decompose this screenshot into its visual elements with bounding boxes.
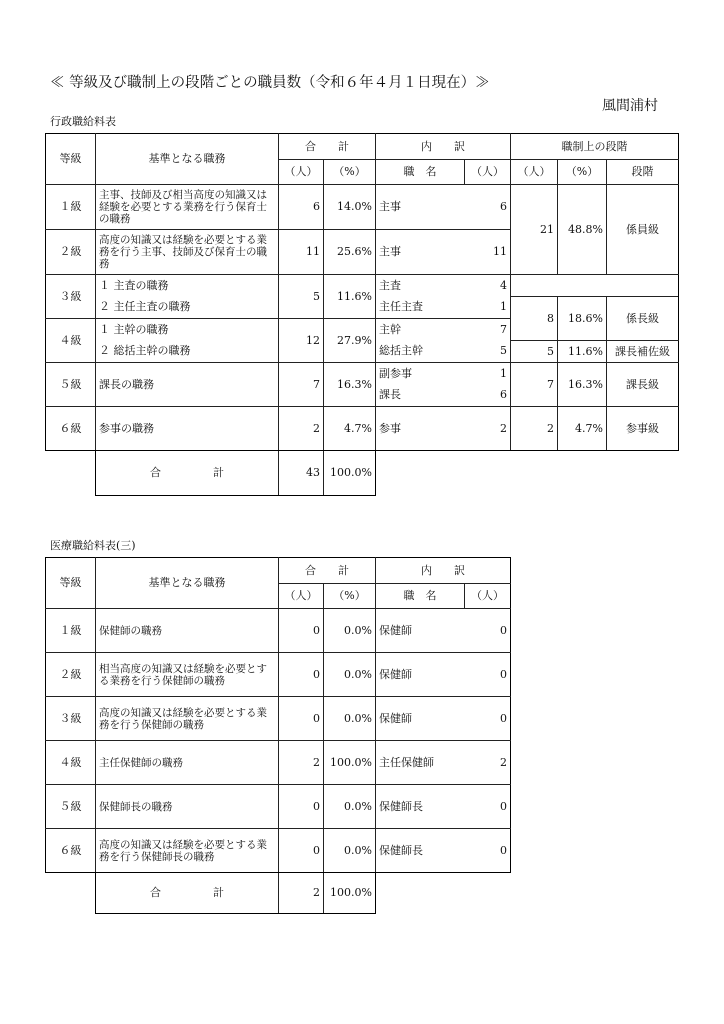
header-stage-persons: （人）: [511, 160, 558, 185]
post-count-cell: 0: [465, 653, 511, 697]
duty-cell: 保健師長の職務: [96, 785, 279, 829]
duty-cell: 課長の職務: [96, 363, 279, 407]
persons-cell: 12: [279, 319, 324, 363]
duty-cell: 高度の知識又は経験を必要とする業務を行う保健師長の職務: [96, 829, 279, 873]
post-name-cell: 副参事: [376, 363, 465, 385]
stage-persons-cell: 8: [511, 297, 558, 341]
stage-persons-cell: 21: [511, 185, 558, 275]
post-count-cell: 2: [465, 741, 511, 785]
percent-cell: 16.3%: [324, 363, 376, 407]
post-name-cell: 保健師長: [376, 785, 465, 829]
persons-cell: 2: [279, 741, 324, 785]
percent-cell: 14.0%: [324, 185, 376, 230]
header-persons: （人）: [279, 584, 324, 609]
persons-cell: 0: [279, 697, 324, 741]
table1-caption: 行政職給料表: [50, 115, 116, 128]
percent-cell: 25.6%: [324, 230, 376, 275]
grade-cell: ４級: [46, 319, 96, 363]
post-name-cell: 保健師: [376, 609, 465, 653]
header-total: 合 計: [279, 558, 376, 584]
municipality-name: 風間浦村: [602, 98, 658, 114]
post-name-cell: 主事: [376, 185, 465, 230]
persons-cell: 7: [279, 363, 324, 407]
header-total: 合 計: [279, 134, 376, 160]
stage-persons-cell: 5: [511, 341, 558, 363]
total-label-cell: [96, 873, 279, 914]
stage-persons-cell: 7: [511, 363, 558, 407]
post-count-cell: 0: [465, 697, 511, 741]
percent-cell: 0.0%: [324, 653, 376, 697]
post-count-cell: 5: [465, 341, 511, 363]
stage-percent-cell: 11.6%: [558, 341, 607, 363]
duty-cell: 主任保健師の職務: [96, 741, 279, 785]
post-count-cell: 0: [465, 609, 511, 653]
header-post: 職 名: [376, 160, 465, 185]
header-stage: 職制上の段階: [511, 134, 679, 160]
post-count-cell: 2: [465, 407, 511, 451]
percent-cell: 0.0%: [324, 829, 376, 873]
spacer: [376, 451, 679, 496]
duty-cell: 保健師の職務: [96, 609, 279, 653]
stage-percent-cell: 18.6%: [558, 297, 607, 341]
post-name-cell: 参事: [376, 407, 465, 451]
stage-blank: [511, 275, 679, 297]
post-name-cell: 保健師: [376, 697, 465, 741]
administrative-salary-table: [45, 133, 679, 496]
percent-cell: 11.6%: [324, 275, 376, 319]
duty-line: ２ 主任主査の職務: [96, 297, 279, 319]
post-name-cell: 主事: [376, 230, 465, 275]
post-count-cell: 4: [465, 275, 511, 297]
post-name-cell: 総括主幹: [376, 341, 465, 363]
spacer: [376, 873, 511, 914]
post-name-cell: 保健師: [376, 653, 465, 697]
grade-cell: ６級: [46, 407, 96, 451]
header-grade: 等級: [46, 558, 96, 609]
stage-level-cell: 課長級: [607, 363, 679, 407]
total-persons: 2: [279, 873, 324, 914]
duty-cell: 相当高度の知識又は経験を必要とする業務を行う保健師の職務: [96, 653, 279, 697]
header-percent: （%）: [324, 584, 376, 609]
post-name-cell: 課長: [376, 385, 465, 407]
post-name-cell: 主幹: [376, 319, 465, 341]
page-title: ≪ 等級及び職制上の段階ごとの職員数（令和６年４月１日現在）≫: [50, 75, 490, 91]
persons-cell: 2: [279, 407, 324, 451]
duty-cell: 高度の知識又は経験を必要とする業務を行う主事、技師及び保育士の職務: [96, 230, 279, 275]
post-count-cell: 1: [465, 297, 511, 319]
stage-level-cell: 課長補佐級: [607, 341, 679, 363]
post-count-cell: 0: [465, 785, 511, 829]
post-name-cell: 主任保健師: [376, 741, 465, 785]
total-percent: 100.0%: [324, 451, 376, 496]
header-duty: 基準となる職務: [96, 558, 279, 609]
stage-level-cell: 係長級: [607, 297, 679, 341]
grade-cell: ２級: [46, 653, 96, 697]
stage-percent-cell: 48.8%: [558, 185, 607, 275]
total-percent: 100.0%: [324, 873, 376, 914]
total-label-cell: [96, 451, 279, 496]
header-duty: 基準となる職務: [96, 134, 279, 185]
duty-cell: 主事、技師及び相当高度の知識又は経験を必要とする業務を行う保育士の職務: [96, 185, 279, 230]
persons-cell: 0: [279, 653, 324, 697]
post-count-cell: 0: [465, 829, 511, 873]
grade-cell: ３級: [46, 275, 96, 319]
percent-cell: 100.0%: [324, 741, 376, 785]
grade-cell: ６級: [46, 829, 96, 873]
total-persons: 43: [279, 451, 324, 496]
post-count-cell: 1: [465, 363, 511, 385]
header-breakdown: 内 訳: [376, 134, 511, 160]
grade-cell: ５級: [46, 785, 96, 829]
duty-line: ２ 総括主幹の職務: [96, 341, 279, 363]
table2-caption: 医療職給料表(三): [50, 539, 136, 552]
total-label-b: 計: [213, 886, 224, 899]
percent-cell: 4.7%: [324, 407, 376, 451]
medical-salary-table: [45, 557, 511, 914]
post-count-cell: 7: [465, 319, 511, 341]
grade-cell: ２級: [46, 230, 96, 275]
grade-cell: １級: [46, 185, 96, 230]
percent-cell: 0.0%: [324, 609, 376, 653]
duty-line: １ 主幹の職務: [96, 319, 279, 341]
persons-cell: 0: [279, 785, 324, 829]
duty-cell: 参事の職務: [96, 407, 279, 451]
header-post-persons: （人）: [465, 160, 511, 185]
header-persons: （人）: [279, 160, 324, 185]
percent-cell: 0.0%: [324, 785, 376, 829]
persons-cell: 0: [279, 609, 324, 653]
percent-cell: 27.9%: [324, 319, 376, 363]
header-grade: 等級: [46, 134, 96, 185]
duty-cell: 高度の知識又は経験を必要とする業務を行う保健師の職務: [96, 697, 279, 741]
spacer: [46, 873, 96, 914]
stage-level-cell: 係員級: [607, 185, 679, 275]
total-label-b: 計: [213, 466, 224, 479]
grade-cell: ３級: [46, 697, 96, 741]
persons-cell: 11: [279, 230, 324, 275]
post-name-cell: 保健師長: [376, 829, 465, 873]
post-count-cell: 11: [465, 230, 511, 275]
header-stage-percent: （%）: [558, 160, 607, 185]
grade-cell: １級: [46, 609, 96, 653]
stage-persons-cell: 2: [511, 407, 558, 451]
duty-line: １ 主査の職務: [96, 275, 279, 297]
post-name-cell: 主任主査: [376, 297, 465, 319]
total-label-a: 合: [150, 886, 161, 899]
grade-cell: ５級: [46, 363, 96, 407]
header-breakdown: 内 訳: [376, 558, 511, 584]
percent-cell: 0.0%: [324, 697, 376, 741]
persons-cell: 6: [279, 185, 324, 230]
post-count-cell: 6: [465, 385, 511, 407]
header-post: 職 名: [376, 584, 465, 609]
header-post-persons: （人）: [465, 584, 511, 609]
header-percent: （%）: [324, 160, 376, 185]
header-level: 段階: [607, 160, 679, 185]
total-label-a: 合: [150, 466, 161, 479]
stage-percent-cell: 16.3%: [558, 363, 607, 407]
stage-percent-cell: 4.7%: [558, 407, 607, 451]
persons-cell: 0: [279, 829, 324, 873]
stage-level-cell: 参事級: [607, 407, 679, 451]
post-name-cell: 主査: [376, 275, 465, 297]
persons-cell: 5: [279, 275, 324, 319]
spacer: [46, 451, 96, 496]
grade-cell: ４級: [46, 741, 96, 785]
post-count-cell: 6: [465, 185, 511, 230]
